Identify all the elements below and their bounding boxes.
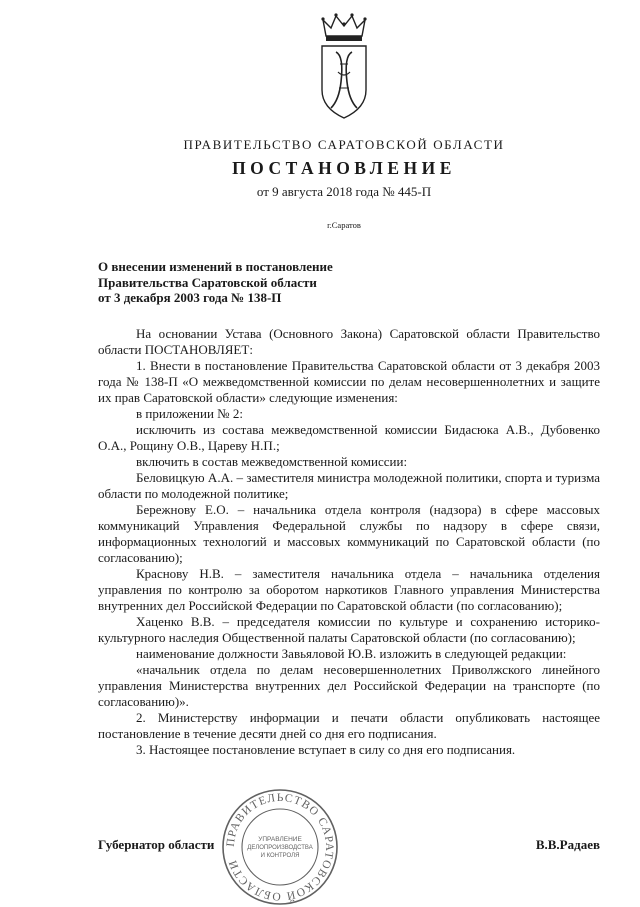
body-paragraph: 2. Министерству информации и печати области опубликовать настоящее постановление в течение десяти дней со дня его подписания. [98, 710, 600, 741]
stamp-ring-text: ПРАВИТЕЛЬСТВО САРАТОВСКОЙ ОБЛАСТИ [224, 791, 336, 903]
document-subject [98, 259, 518, 306]
document-title: ПОСТАНОВЛЕНИЕ [232, 158, 456, 178]
stamp-center-line: И КОНТРОЛЯ [260, 853, 300, 859]
coat-of-arms-icon [318, 12, 370, 122]
subject-line: О внесении изменений в постановление [98, 259, 333, 274]
stamp-center-line: УПРАВЛЕНИЕ [258, 836, 302, 843]
body-paragraph: На основании Устава (Основного Закона) Саратовской области Правительство области ПОСТАНОВЛЯЕТ: [98, 326, 600, 357]
body-paragraph: 3. Настоящее постановление вступает в силу со дня его подписания. [136, 742, 516, 757]
subject-line: от 3 декабря 2003 года № 138-П [98, 290, 282, 305]
body-paragraph: включить в состав межведомственной комиссии: [136, 454, 408, 469]
document-date-number: от 9 августа 2018 года № 445-П [256, 184, 432, 199]
document-city: г.Саратов [327, 220, 361, 230]
body-paragraph: наименование должности Завьяловой Ю.В. изложить в следующей редакции: [136, 646, 567, 661]
body-paragraph: Краснову Н.В. – заместителя начальника отдела – начальника отделения управления по контролю за оборотом наркотиков Главного управления Министерства внутренних дел Российской Федерации по Саратовской области (по согласованию); [98, 566, 600, 613]
body-paragraph: Хаценко В.В. – председателя комиссии по культуре и сохранению историко-культурного наследия Общественной палаты Саратовской области (по согласованию); [98, 614, 600, 645]
official-stamp [220, 787, 340, 907]
body-paragraph: 1. Внести в постановление Правительства Саратовской области от 3 декабря 2003 года № 138-П «О межведомственной комиссии по делам несовершеннолетних и защите их прав Саратовской области» следующие изменения: [98, 358, 600, 405]
subject-line: Правительства Саратовской области [98, 274, 317, 290]
government-name: ПРАВИТЕЛЬСТВО САРАТОВСКОЙ ОБЛАСТИ [183, 137, 505, 152]
body-paragraph: «начальник отдела по делам несовершеннолетних Приволжского линейного управления Министерства внутренних дел Российской Федерации на транспорте (по согласованию)». [98, 662, 600, 709]
signer-name: В.В.Радаев [535, 837, 600, 852]
body-paragraph: Беловицкую А.А. – заместителя министра молодежной политики, спорта и туризма области по молодежной политике; [98, 470, 600, 501]
body-paragraph: в приложении № 2: [136, 406, 243, 421]
body-paragraph: исключить из состава межведомственной комиссии Бидасюка А.В., Дубовенко О.А., Рощину О.В., Цареву Н.П.; [98, 422, 600, 453]
stamp-center-line: ДЕЛОПРОИЗВОДСТВА [247, 845, 313, 851]
body-paragraph: Бережнову Е.О. – начальника отдела контроля (надзора) в сфере массовых коммуникаций Управления Федеральной службы по надзору в сфере связи, информационных технологий и массовых коммуникаций по Саратовской области (по согласованию); [98, 502, 600, 565]
document-body [98, 326, 600, 758]
signer-title: Губернатор области [98, 837, 215, 852]
